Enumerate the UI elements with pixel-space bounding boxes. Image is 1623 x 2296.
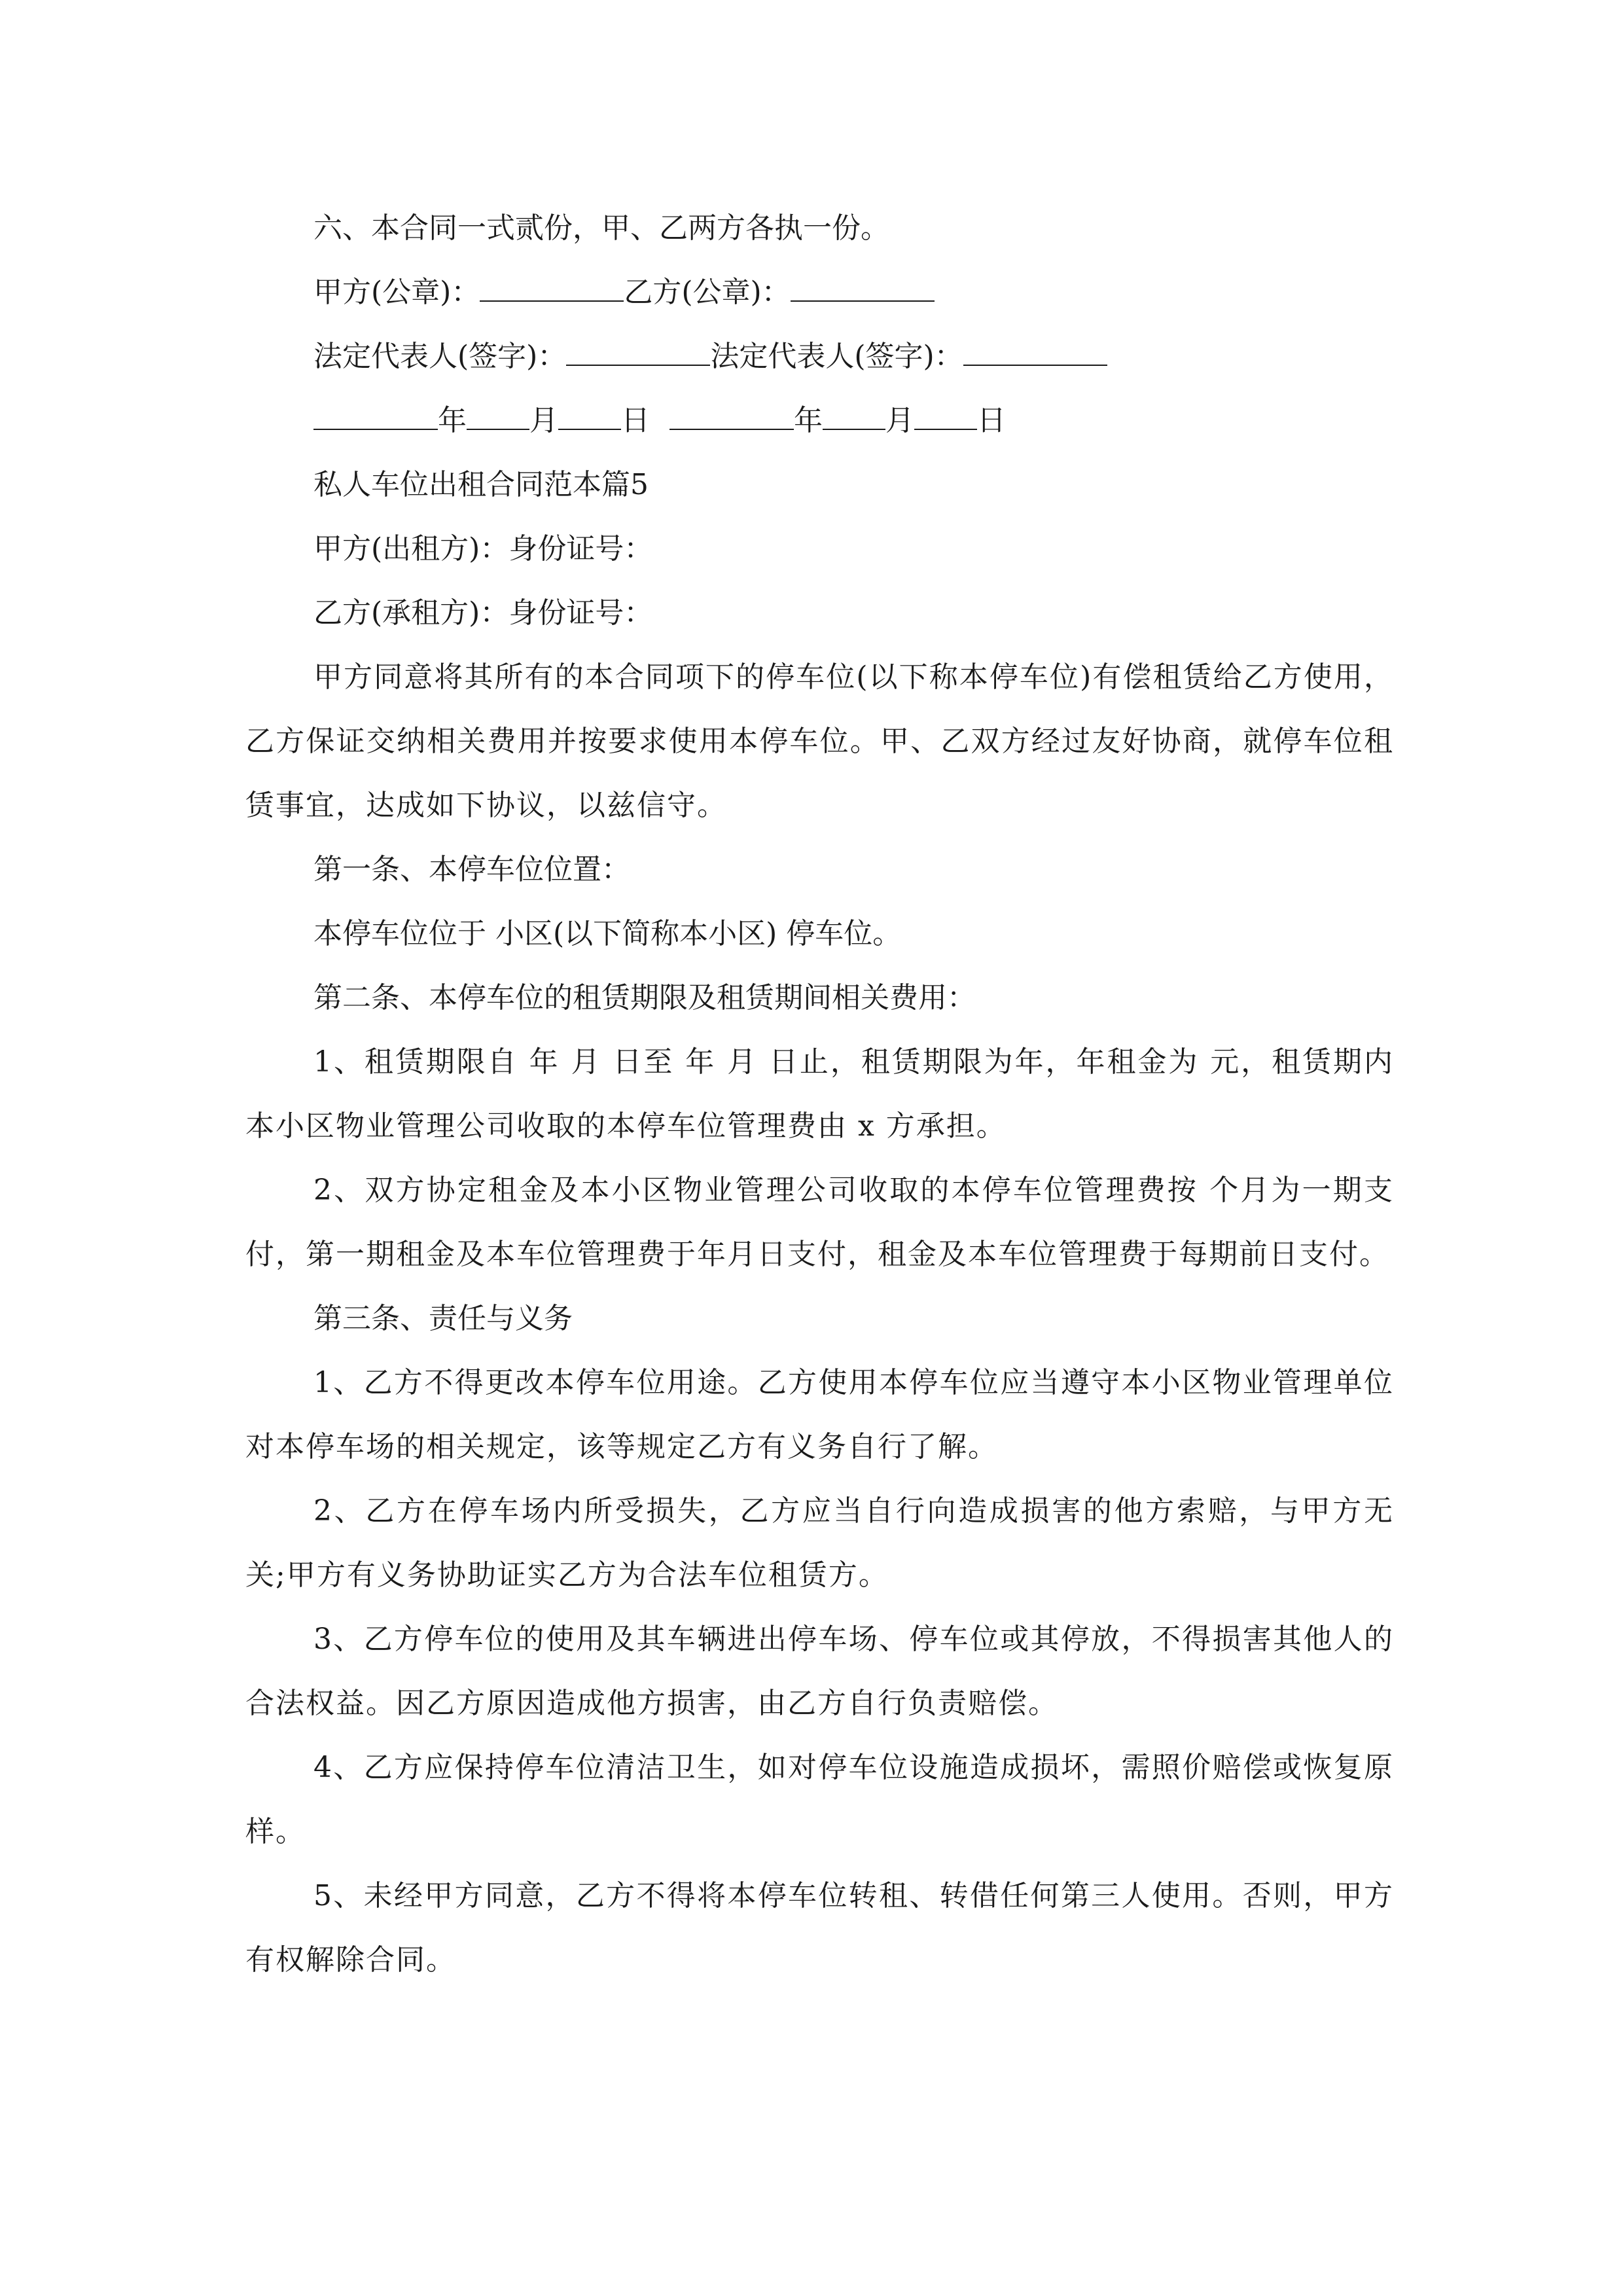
article-3-item-5: 5、未经甲方同意，乙方不得将本停车位转租、转借任何第三人使用。否则，甲方有权解除合同。 — [245, 1879, 1394, 1977]
rep-a-blank — [566, 338, 710, 366]
day-b-blank — [914, 403, 977, 430]
year-a-blank — [313, 403, 438, 430]
party-a-lessor: 甲方(出租方)：身份证号： — [313, 532, 653, 565]
party-b-lessee: 乙方(承租方)：身份证号： — [313, 596, 653, 630]
day-b-label: 日 — [977, 404, 1006, 437]
article-3-item-4: 4、乙方应保持停车位清洁卫生，如对停车位设施造成损坏，需照价赔偿或恢复原样。 — [245, 1751, 1394, 1848]
article-2-item-1: 1、租赁期限自 年 月 日至 年 月 日止，租赁期限为年，年租金为 元，租赁期内本小区物业管理公司收取的本停车位管理费由 x 方承担。 — [245, 1045, 1394, 1143]
document-body — [245, 196, 1394, 1992]
article-3-item-1: 1、乙方不得更改本停车位用途。乙方使用本停车位应当遵守本小区物业管理单位对本停车场的相关规定，该等规定乙方有义务自行了解。 — [245, 1366, 1394, 1463]
year-a-label: 年 — [438, 404, 467, 437]
year-b-blank — [669, 403, 794, 430]
article-3-item-3: 3、乙方停车位的使用及其车辆进出停车场、停车位或其停放，不得损害其他人的合法权益。因乙方原因造成他方损害，由乙方自行负责赔偿。 — [245, 1623, 1394, 1720]
year-b-label: 年 — [794, 404, 823, 437]
article-1-body: 本停车位位于 小区(以下简称本小区) 停车位。 — [313, 917, 902, 950]
day-a-label: 日 — [621, 404, 650, 437]
clause-6: 六、本合同一式贰份，甲、乙两方各执一份。 — [313, 211, 889, 245]
section-title: 私人车位出租合同范本篇5 — [313, 468, 649, 501]
representative-line — [245, 325, 1394, 389]
day-a-blank — [558, 403, 621, 430]
party-b-seal-blank — [791, 274, 935, 302]
article-2-title: 第二条、本停车位的租赁期限及租赁期间相关费用： — [313, 981, 976, 1014]
rep-a-label: 法定代表人(签字)： — [313, 340, 567, 373]
month-a-label: 月 — [529, 404, 558, 437]
article-3-title: 第三条、责任与义务 — [313, 1302, 573, 1335]
month-b-label: 月 — [885, 404, 914, 437]
rep-b-blank — [963, 338, 1107, 366]
month-a-blank — [467, 403, 529, 430]
article-3-item-2: 2、乙方在停车场内所受损失，乙方应当自行向造成损害的他方索赔，与甲方无关;甲方有义务协助证实乙方为合法车位租赁方。 — [245, 1494, 1394, 1592]
seal-line — [245, 260, 1394, 325]
party-a-seal-blank — [480, 274, 624, 302]
date-line — [245, 389, 1394, 453]
intro-paragraph: 甲方同意将其所有的本合同项下的停车位(以下称本停车位)有偿租赁给乙方使用，乙方保证交纳相关费用并按要求使用本停车位。甲、乙双方经过友好协商，就停车位租赁事宜，达成如下协议，以兹信守。 — [245, 660, 1394, 822]
rep-b-label: 法定代表人(签字)： — [710, 340, 963, 373]
party-a-seal-label: 甲方(公章)： — [313, 276, 480, 309]
party-b-seal-label: 乙方(公章)： — [624, 276, 791, 309]
article-1-title: 第一条、本停车位位置： — [313, 853, 630, 886]
month-b-blank — [823, 403, 885, 430]
article-2-item-2: 2、双方协定租金及本小区物业管理公司收取的本停车位管理费按 个月为一期支付，第一期租金及本车位管理费于年月日支付，租金及本车位管理费于每期前日支付。 — [245, 1174, 1394, 1271]
